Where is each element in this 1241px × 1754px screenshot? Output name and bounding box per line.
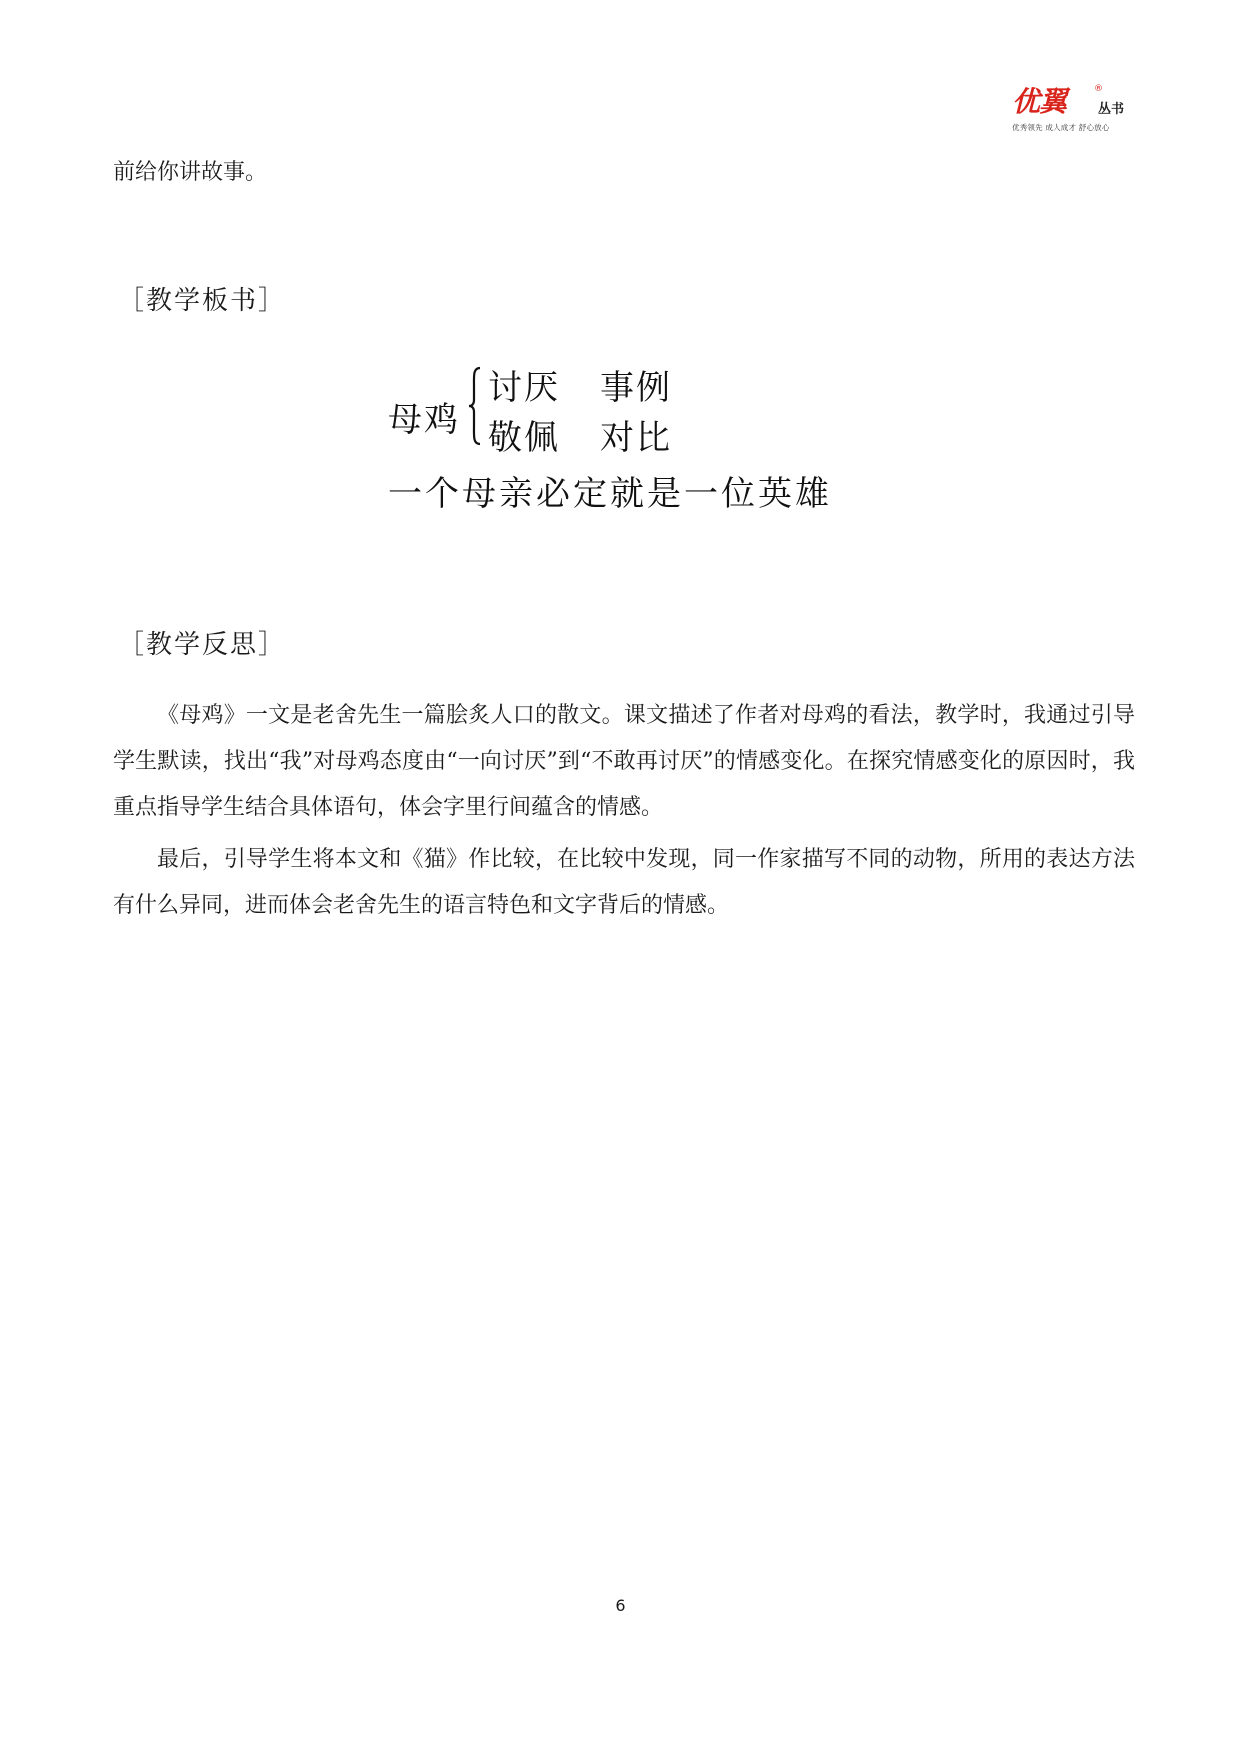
brand-logo [1012, 86, 1142, 134]
board-item-contrast: 对比 [600, 418, 672, 458]
board-item-examples: 事例 [600, 368, 672, 408]
intro-line: 前给你讲故事。 [113, 160, 268, 185]
reflection-heading: ［教学反思］ [118, 630, 287, 660]
board-heading: ［教学板书］ [118, 286, 287, 316]
registered-mark: ® [1094, 84, 1103, 94]
board-conclusion: 一个母亲必定就是一位英雄 [388, 474, 832, 514]
page-number: 6 [615, 1596, 626, 1615]
logo-series-label: 丛书 [1098, 102, 1125, 117]
board-item-admire: 敬佩 [488, 418, 560, 458]
board-writing [388, 360, 858, 514]
reflection-paragraph: 《母鸡》一文是老舍先生一篇脍炙人口的散文。课文描述了作者对母鸡的看法，教学时，我通过引导学生默读，找出“我”对母鸡态度由“一向讨厌”到“不敢再讨厌”的情感变化。在探究情感变化的原因时，我重点指导学生结合具体语句，体会字里行间蕴含的情感。 [113, 703, 1135, 820]
board-item-dislike: 讨厌 [488, 368, 560, 408]
curly-brace-icon [468, 366, 482, 446]
reflection-body [113, 693, 1135, 929]
board-main-topic: 母鸡 [388, 400, 460, 440]
logo-text: 优翼 [1012, 85, 1067, 118]
logo-slogan: 优秀领先 成人成才 舒心放心 [1012, 123, 1110, 132]
reflection-paragraph: 最后，引导学生将本文和《猫》作比较，在比较中发现，同一作家描写不同的动物，所用的表达方法有什么异同，进而体会老舍先生的语言特色和文字背后的情感。 [113, 847, 1135, 918]
